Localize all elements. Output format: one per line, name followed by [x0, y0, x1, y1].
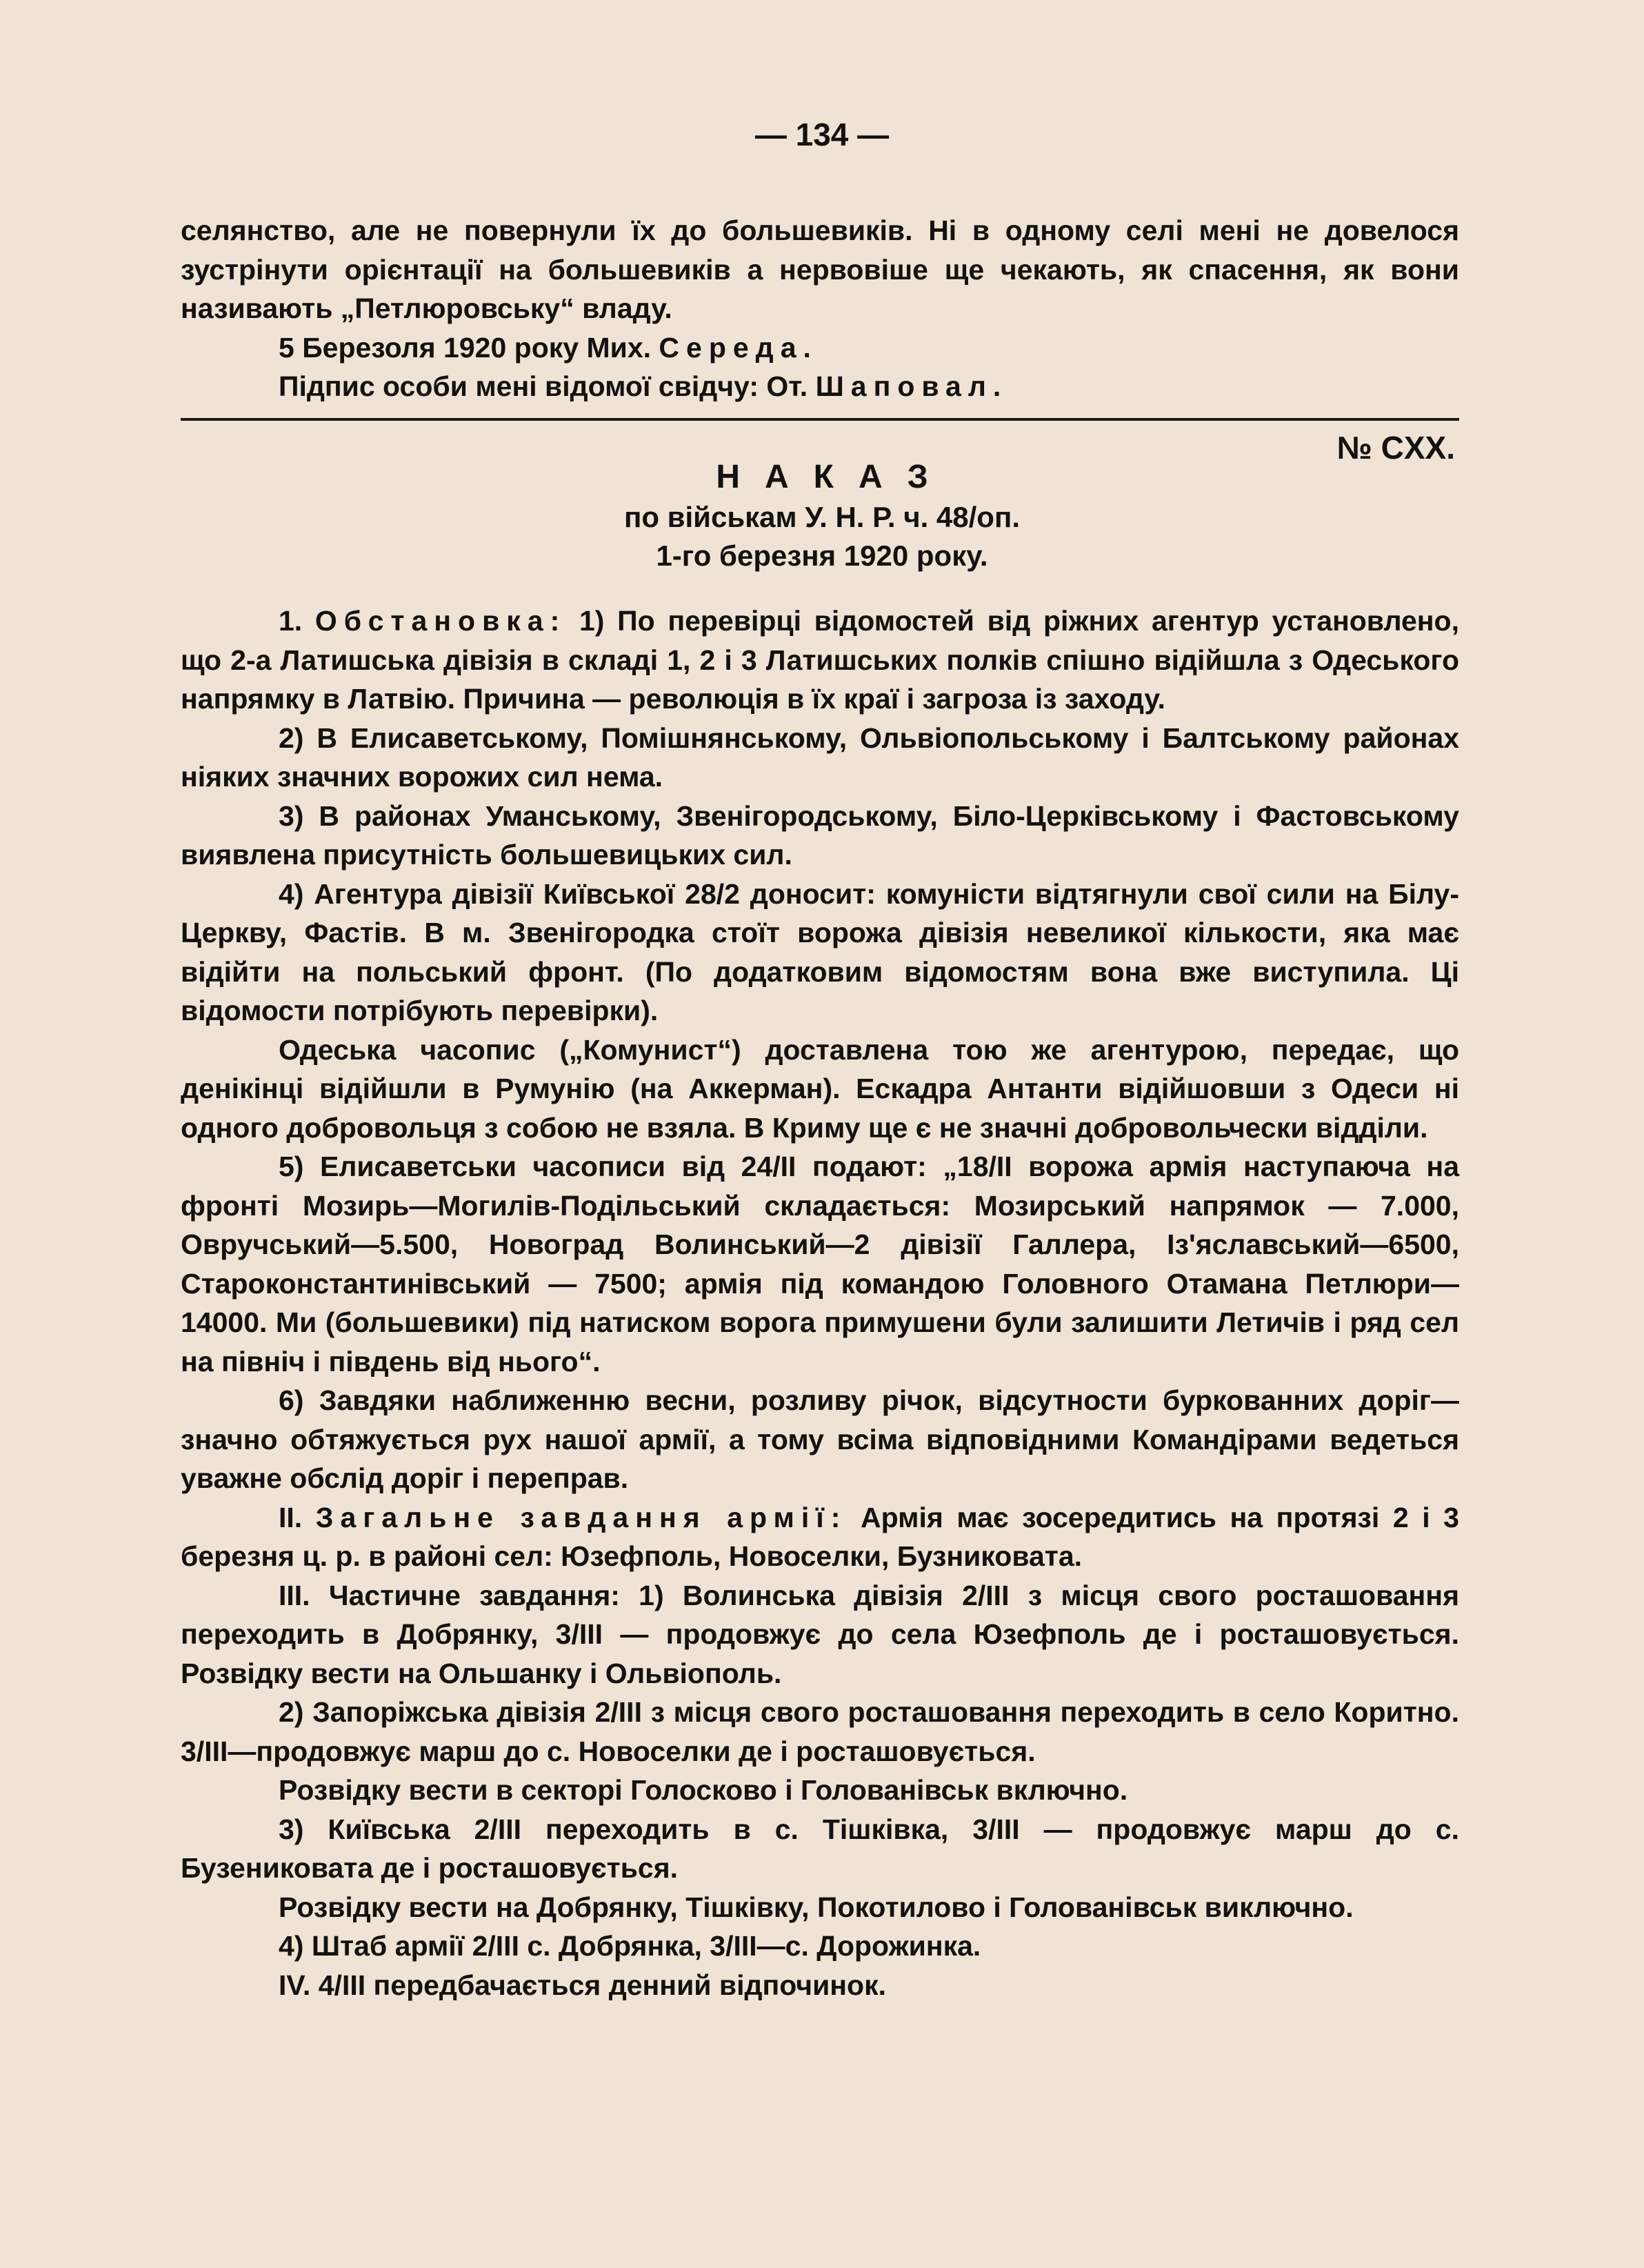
- section-3-item-4: 4) Штаб армії 2/III с. Добрянка, 3/III—с. Дорожинка.: [279, 1930, 981, 1962]
- date-line: [181, 328, 1459, 368]
- section-1-text: 1) По перевірці відомостей від ріжних агентур установлено, що 2-а Латишська дівізія в складі 1, 2 і 3 Латишських полків спішно відійшла з Одеського напрямку в Латвію. Причина — революція в їх краї і загроза із заходу.: [181, 605, 1459, 715]
- intro-paragraph: селянство, але не повернули їх до большевиків. Ні в одному селі мені не довелося зустрінути орієнтації на большевиків а нервовіше ще чекають, як спасення, як вони називають „Петлюровську“ владу.: [181, 215, 1459, 324]
- paragraph-2: 2) В Елисаветському, Помішнянському, Ольвіопольському і Балтському районах ніяких значних ворожих сил нема.: [181, 722, 1459, 793]
- date-line-text: 5 Березоля 1920 року Мих.: [279, 331, 652, 364]
- section-2-number: II.: [279, 1501, 303, 1533]
- section-2: [181, 1498, 1459, 1576]
- intro-block: [181, 211, 1459, 406]
- paragraph-3: 3) В районах Уманському, Звенігородському, Біло-Церківському і Фастовському виявлена присутність большевицьких сил.: [181, 799, 1459, 871]
- document-number: № CXX.: [1336, 430, 1455, 466]
- section-1: [181, 601, 1459, 719]
- order-date: 1-го березня 1920 року.: [656, 539, 988, 572]
- signature-name: Шаповал.: [815, 370, 1008, 402]
- paragraph-odesa: Одеська часопис („Комунист“) доставлена тою же агентурою, передає, що денікінці відійшли в Румунію (на Аккерман). Ескадра Антанти відійшовши з Одеси ні одного добровольця з собою не взяла. В Криму ще є не значні добровольчески відділи.: [181, 1033, 1459, 1144]
- date-line-name: Середа.: [659, 331, 818, 364]
- section-3-item-2: 2) Запоріжська дівізія 2/III з місця свого росташовання переходить в село Коритно. 3/III—продовжує марш до с. Новоселки де і росташовується.: [181, 1696, 1459, 1767]
- section-1-number: 1.: [279, 605, 303, 637]
- page-number: — 134 —: [754, 117, 890, 152]
- order-title: НАКАЗ: [716, 459, 953, 495]
- section-1-label: Обстановка:: [314, 605, 567, 637]
- section-2-text: Армія має зосередитись на протязі 2 і 3 березня ц. р. в районі сел: Юзефполь, Новоселки, Бузниковата.: [181, 1501, 1459, 1572]
- paragraph-4: 4) Агентура дівізії Київської 28/2 доносит: комуністи відтягнули свої сили на Білу-Церкву, Фастів. В м. Звенігородка стоїт ворожа дівізія невеликої кількости, яка має відійти на польський фронт. (По додатковим відомостям вона вже виступила. Ці відомости потрібують перевірки).: [181, 877, 1459, 1026]
- section-3-item-3-recon: Розвідку вести на Добрянку, Тішківку, Покотилово і Голованівськ виключно.: [279, 1891, 1354, 1923]
- section-2-label: Загальне завдання армії:: [315, 1501, 848, 1533]
- section-4: IV. 4/III передбачається денний відпочинок.: [279, 1969, 886, 2001]
- signature-line: [181, 367, 1459, 406]
- section-3-item-2-recon: Розвідку вести в секторі Голосково і Голованівськ включно.: [279, 1774, 1128, 1806]
- section-3-item-3: 3) Київська 2/III переходить в с. Тішківка, 3/III — продовжує марш до с. Бузениковата де і росташовується.: [181, 1813, 1459, 1884]
- paragraph-6: 6) Завдяки наближенню весни, розливу річок, відсутности буркованних доріг—значно обтяжується рух нашої армії, а тому всіма відповідними Командірами ведеться уважне обслід доріг і переправ.: [181, 1384, 1459, 1494]
- section-divider: [181, 418, 1459, 421]
- order-body: [181, 601, 1459, 2005]
- signature-line-text: Підпис особи мені відомої свідчу: От.: [279, 370, 808, 402]
- paragraph-5: 5) Елисаветськи часописи від 24/II подают: „18/II ворожа армія наступаюча на фронті Мозирь—Могилів-Подільський складається: Мозирський напрямок — 7.000, Овручський—5.500, Новоград Волинський—2 дівізії Галлера, Із'яславський—6500, Староконстантинівський — 7500; армія під командою Головного Отамана Петлюри—14000. Ми (большевики) під натиском ворога примушени були залишити Летичів і ряд сел на північ і південь від нього“.: [181, 1151, 1459, 1377]
- order-subtitle: по військам У. Н. Р. ч. 48/оп.: [623, 501, 1021, 533]
- section-3: III. Частичне завдання: 1) Волинська дівізія 2/III з місця свого росташовання переходить в Добрянку, 3/III — продовжує до села Юзефполь де і росташовується. Розвідку вести на Ольшанку і Ольвіополь.: [181, 1579, 1459, 1689]
